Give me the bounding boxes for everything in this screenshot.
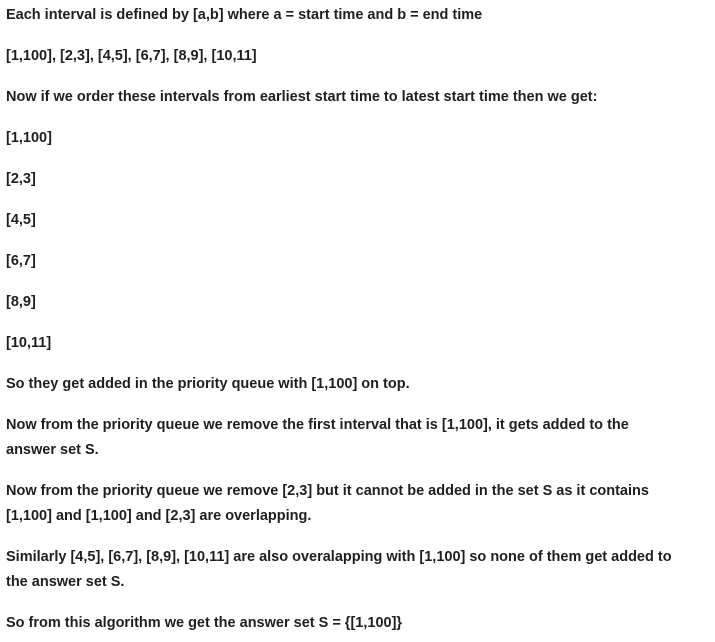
priority-queue-text: So they get added in the priority queue with [1,100] on top. <box>6 376 410 392</box>
conclusion-text: So from this algorithm we get the answer set S = {[1,100]} <box>6 615 403 631</box>
sorted-interval-4: [6,7] <box>6 253 36 269</box>
sorted-interval-3: [4,5] <box>6 212 36 228</box>
interval-list: [1,100], [2,3], [4,5], [6,7], [8,9], [10,11] <box>6 48 257 64</box>
sorted-interval-1: [1,100] <box>6 130 52 146</box>
remove-first-line-1: Now from the priority queue we remove the first interval that is [1,100], it gets added to the <box>6 417 629 433</box>
similarly-line-2: the answer set S. <box>6 574 125 590</box>
sorted-interval-5: [8,9] <box>6 294 36 310</box>
remove-second-line-1: Now from the priority queue we remove [2,3] but it cannot be added in the set S as it contains <box>6 483 649 499</box>
sorted-interval-2: [2,3] <box>6 171 36 187</box>
remove-second-line-2: [1,100] and [1,100] and [2,3] are overlapping. <box>6 508 312 524</box>
order-intro-text: Now if we order these intervals from earliest start time to latest start time then we get: <box>6 89 598 105</box>
intro-text: Each interval is defined by [a,b] where a = start time and b = end time <box>6 7 483 23</box>
sorted-interval-6: [10,11] <box>6 335 52 351</box>
similarly-line-1: Similarly [4,5], [6,7], [8,9], [10,11] are also overalapping with [1,100] so none of them get added to <box>6 549 672 565</box>
remove-first-line-2: answer set S. <box>6 442 99 458</box>
